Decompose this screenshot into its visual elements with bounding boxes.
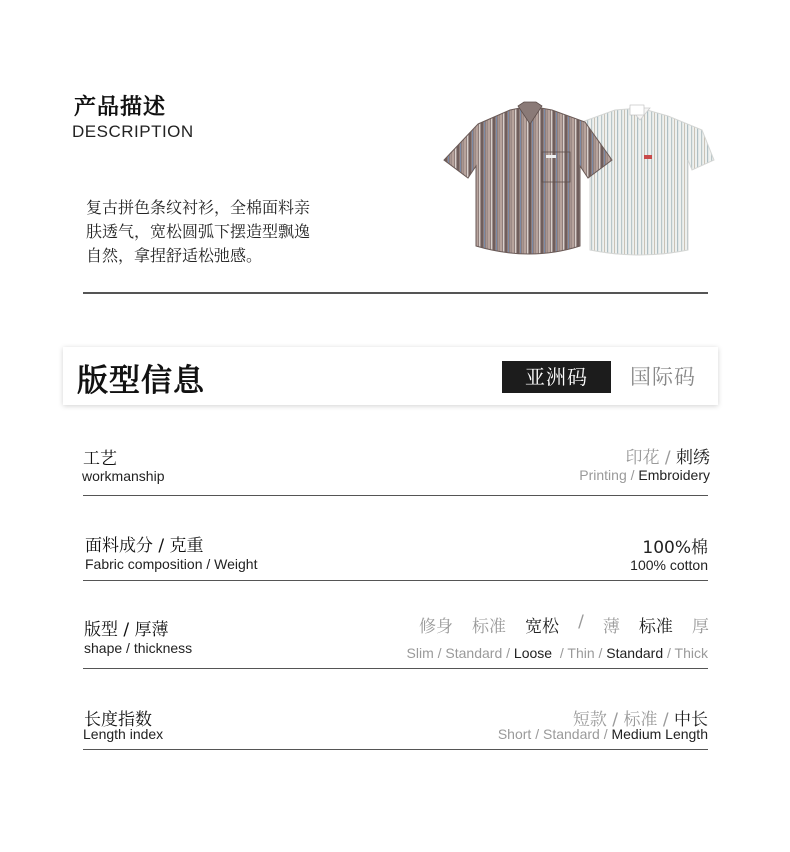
option-printing-en: Printing — [579, 467, 627, 483]
description-line: 复古拼色条纹衬衫，全棉面料亲 — [86, 198, 311, 217]
description-title: 产品描述 — [74, 95, 167, 120]
light-shirt — [582, 105, 714, 255]
size-info-title: 版型信息 — [77, 363, 205, 399]
fabric-label-en: Fabric composition / Weight — [85, 556, 258, 572]
option-loose: 宽松 — [525, 617, 560, 637]
craft-label-en: workmanship — [82, 468, 165, 484]
option-embroidery-en: Embroidery — [638, 467, 710, 483]
option-slim-en: Slim — [406, 645, 434, 661]
fabric-value-en: 100% cotton — [630, 557, 708, 573]
shape-label: 版型 / 厚薄 — [84, 620, 169, 640]
fabric-value: 100%棉 — [642, 538, 708, 558]
separator: / — [502, 645, 514, 661]
option-short: 短款 — [572, 710, 607, 730]
tab-asian-size[interactable]: 亚洲码 — [502, 361, 611, 393]
option-embroidery: 刺绣 — [676, 448, 710, 468]
option-short-en: Short — [497, 726, 532, 742]
option-standard: 标准 — [472, 617, 507, 637]
option-standard-length-en: Standard — [542, 726, 600, 742]
length-label: 长度指数 — [84, 710, 152, 730]
separator: / — [626, 467, 639, 483]
description-line: 自然，拿捏舒适松弛感。 — [86, 246, 263, 265]
option-printing: 印花 — [625, 448, 660, 468]
option-thick: 厚 — [691, 617, 709, 637]
option-thin: 薄 — [602, 617, 620, 637]
option-standard-thickness-en: Standard — [606, 645, 664, 661]
craft-options-en — [579, 467, 710, 483]
description-body — [86, 196, 366, 268]
length-options-en — [498, 726, 708, 742]
row-divider — [83, 580, 708, 581]
option-standard-length: 标准 — [623, 710, 658, 730]
separator: / — [552, 645, 568, 661]
craft-label: 工艺 — [83, 449, 117, 469]
option-thin-en: Thin — [567, 645, 595, 661]
description-line: 肤透气，宽松圆弧下摆造型飘逸 — [86, 222, 311, 241]
separator: / — [663, 645, 675, 661]
separator: / — [657, 710, 674, 730]
craft-options — [625, 443, 710, 468]
option-standard-thickness: 标准 — [638, 617, 673, 637]
brown-shirt — [444, 102, 612, 254]
row-divider — [83, 668, 708, 669]
separator: / — [599, 726, 612, 742]
description-subtitle: DESCRIPTION — [72, 122, 194, 141]
shape-label-en: shape / thickness — [84, 640, 193, 656]
option-standard-en: Standard — [445, 645, 503, 661]
separator: / — [594, 645, 607, 661]
product-image — [440, 100, 730, 280]
option-slim: 修身 — [419, 617, 453, 637]
fabric-label: 面料成分 / 克重 — [85, 536, 204, 556]
row-divider — [83, 495, 708, 496]
row-divider — [83, 749, 708, 750]
separator: / — [606, 710, 624, 730]
option-loose-en: Loose — [513, 645, 553, 661]
separator: / — [659, 448, 676, 468]
option-medium-length-en: Medium Length — [611, 726, 708, 742]
shape-options — [419, 612, 709, 637]
separator: / — [531, 726, 543, 742]
separator: / — [578, 612, 584, 632]
option-thick-en: Thick — [674, 645, 708, 661]
length-label-en: Length index — [83, 726, 164, 742]
tab-international-size[interactable]: 国际码 — [630, 365, 696, 389]
shape-options-en — [407, 645, 708, 661]
option-medium-length: 中长 — [674, 710, 708, 730]
divider — [83, 292, 708, 294]
separator: / — [433, 645, 446, 661]
